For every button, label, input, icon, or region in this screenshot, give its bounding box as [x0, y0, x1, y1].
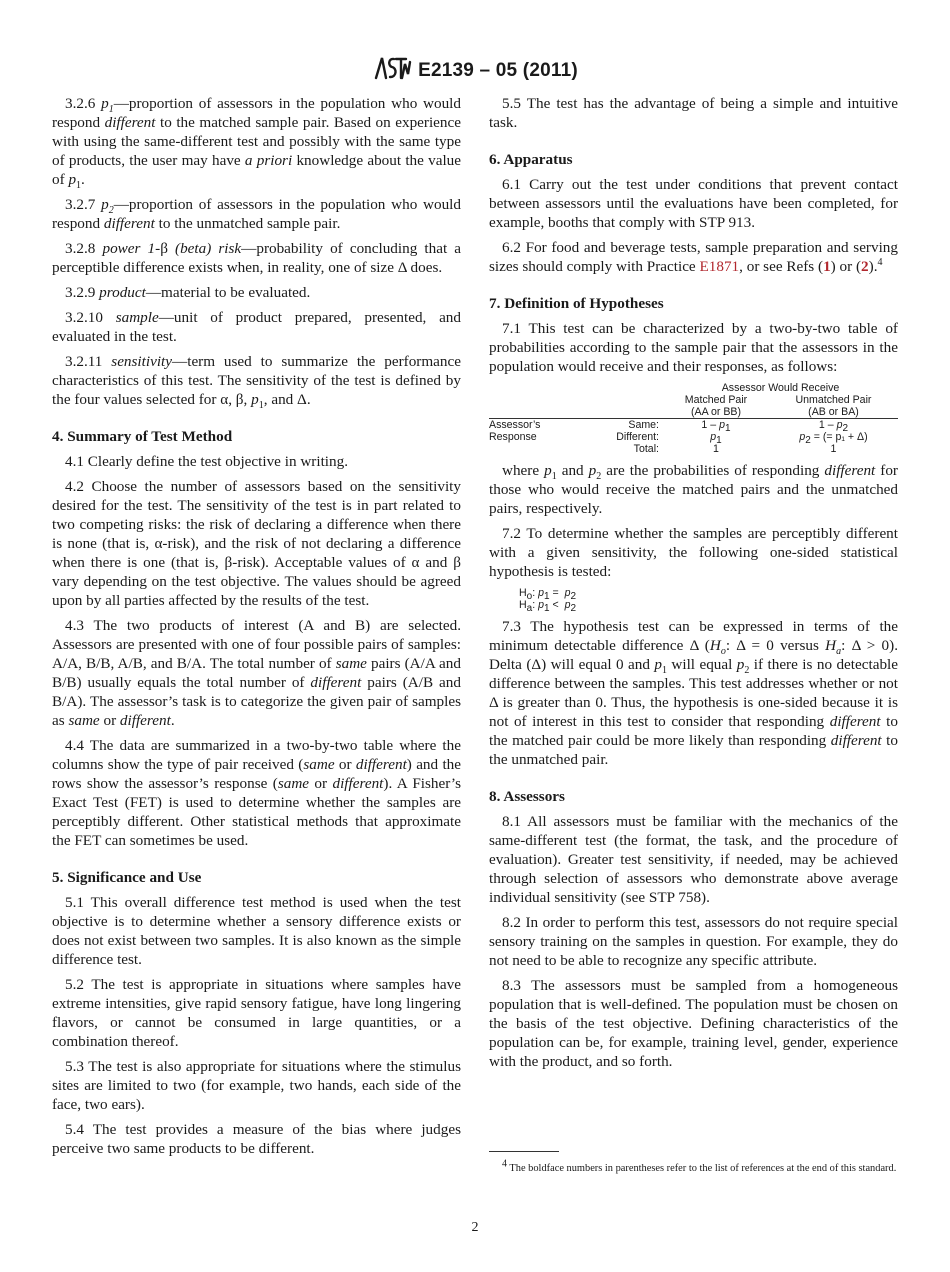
right-column-middle: [489, 461, 898, 581]
paragraph: [489, 238, 898, 276]
text-run: —probability of concluding that a perceptible difference exists when, in reality, one of size Δ does.: [52, 240, 462, 276]
paragraph: [489, 812, 898, 907]
text-run: , or see Refs (: [739, 258, 824, 275]
paragraph: [52, 893, 461, 969]
left-column-content: [52, 94, 461, 1158]
text-run: 2: [744, 665, 750, 677]
astm-logo: [372, 54, 412, 87]
text-run: p: [101, 95, 109, 112]
reference-link[interactable]: 1: [823, 258, 831, 275]
section-heading: [52, 868, 461, 887]
text-run: —material to be evaluated.: [145, 284, 311, 301]
text-run: or: [309, 775, 333, 792]
text-run: 8.2 In order to perform this test, assessors do not require special sensory training on the samples in question. For example, they do not need to be able to recognize any specific attribute.: [489, 914, 898, 969]
paragraph: [489, 175, 898, 232]
paragraph: [489, 913, 898, 970]
text-run: different: [103, 215, 155, 232]
text-run: 1: [661, 665, 667, 677]
text-run: knowledge about the value of: [52, 152, 462, 188]
paragraph: [52, 195, 461, 233]
cell: 1: [830, 443, 837, 455]
text-run: will equal: [666, 656, 737, 673]
text-run: a priori: [244, 152, 293, 169]
text-run: 4.2 Choose the number of assessors based on the sensitivity desired for the test. The sensitivity of the test is in part related to two competing risks: the risk of declaring a difference when there is none (that is, α-risk), and the risk of not declaring a difference when there is one (that is, β-risk). Acceptable values of α and β vary depending on the test objective. The values should be agreed upon by all parties affected by the results of the test.: [52, 478, 461, 609]
text-run: 4.4 The data are summarized in a two-by-two table where the columns show the type of pair received (: [52, 737, 461, 773]
text-run: to the matched sample pair. Based on experience with using the same-different test and possibly with the same type of products, the user may have: [52, 114, 461, 169]
paragraph: [52, 1057, 461, 1114]
row-group-label: Assessor’s: [489, 419, 541, 431]
text-run: p: [736, 656, 745, 673]
text-run: 7.1 This test can be characterized by a two-by-two table of probabilities according to the sample pair that the assessors in the population would receive and their responses, as follows:: [489, 320, 898, 375]
text-run: 5.2 The test is appropriate in situations where samples have extreme intensities, give rapid sensory fatigue, have long lingering flavors, or cannot be consumed in large quantities, or a combination thereof.: [52, 976, 461, 1050]
paragraph: [52, 452, 461, 471]
col-subheader-unmatched: (AB or BA): [769, 406, 898, 419]
footnote-text: The boldface numbers in parentheses refer to the list of references at the end of this standard.: [507, 1163, 897, 1174]
text-run: to the matched pair could be more likely than responding: [489, 713, 898, 749]
text-run: 6. Apparatus: [489, 151, 573, 168]
footnote: [489, 1151, 898, 1175]
text-run: β: [160, 240, 168, 257]
table-row: [489, 431, 898, 443]
right-column: [489, 94, 898, 1077]
text-run: 2: [596, 471, 602, 483]
text-run: H: [825, 637, 837, 654]
paragraph: [52, 308, 461, 346]
footnote-mark: 4: [502, 1158, 507, 1170]
text-run: : Δ > 0). Delta (Δ) will equal 0 and: [489, 637, 898, 673]
text-run: ).: [868, 258, 878, 275]
table-row: [489, 443, 898, 455]
section-heading: [52, 427, 461, 446]
text-run: are the probabilities of responding: [601, 462, 825, 479]
reference-link[interactable]: E1871: [699, 258, 740, 275]
text-run: 6.1 Carry out the test under conditions that prevent contact between assessors until the evaluations have been completed, for example, booths that comply with STP 913.: [489, 176, 898, 231]
text-run: p: [588, 462, 597, 479]
text-run: product: [99, 284, 146, 301]
text-run: sensitivity: [111, 353, 173, 370]
text-run: same: [335, 655, 367, 672]
text-run: : Δ = 0 versus: [725, 637, 826, 654]
text-run: a: [836, 646, 842, 658]
text-run: 4.1 Clearly define the test objective in writing.: [65, 453, 349, 470]
paragraph: [52, 477, 461, 610]
text-run: 5.5 The test has the advantage of being a simple and intuitive task.: [489, 95, 898, 131]
text-run: 3.2.10: [65, 309, 116, 326]
text-run: different: [829, 713, 881, 730]
text-run: 3.2.6: [65, 95, 102, 112]
right-column-top: [489, 94, 898, 376]
text-run: different: [332, 775, 384, 792]
paragraph: [52, 283, 461, 302]
text-run: (beta) risk: [167, 240, 242, 257]
text-run: —proportion of assessors in the population who would respond: [52, 196, 461, 232]
paragraph: [52, 239, 461, 277]
text-run: H: [709, 637, 721, 654]
row-group-label: Response: [489, 431, 537, 443]
footnote-divider: [489, 1151, 559, 1152]
text-run: o: [720, 646, 726, 658]
probability-table: [489, 382, 898, 455]
text-run: power 1-: [102, 240, 161, 257]
text-run: different: [310, 674, 362, 691]
text-run: to the unmatched pair.: [489, 732, 898, 768]
text-run: where: [502, 462, 545, 479]
text-run: —unit of product prepared, presented, and evaluated in the test.: [52, 309, 461, 345]
text-run: p: [654, 656, 662, 673]
text-run: pairs (A/A and B/B) usually equals the total number of: [52, 655, 461, 691]
row-label: Same:: [628, 419, 659, 431]
text-run: same: [303, 756, 335, 773]
paragraph: [489, 94, 898, 132]
text-run: 6.2 For food and beverage tests, sample preparation and serving sizes should comply with Practice: [489, 239, 898, 275]
text-run: p: [251, 391, 259, 408]
text-run: 1: [108, 104, 114, 116]
text-run: 1: [76, 180, 82, 192]
text-run: 4. Summary of Test Method: [52, 428, 233, 445]
col-subheader-matched: (AA or BB): [663, 406, 769, 419]
paragraph: [52, 94, 462, 192]
text-run: p: [544, 462, 552, 479]
standard-designation: E2139 – 05 (2011): [418, 59, 578, 81]
cell: $1 - p_2$: [818, 419, 849, 435]
text-run: 4.3 The two products of interest (A and B) are selected. Assessors are presented with one of four possible pairs of samples: A/A, B/B, A/B, and B/A. The total number of: [52, 617, 461, 672]
text-run: same: [68, 712, 100, 729]
paragraph: [489, 617, 898, 769]
text-run: 5. Significance and Use: [52, 869, 202, 886]
paragraph: [52, 736, 461, 850]
cell: 1: [713, 443, 719, 455]
text-run: 8.1 All assessors must be familiar with the mechanics of the same-different test (the format, the task, and the procedure of evaluation). Greater test sensitivity, if needed, may be achieved through selection of assessors who demonstrate above average individual sensitivity (see STP 758).: [489, 813, 898, 906]
text-run: and: [556, 462, 589, 479]
text-run: if there is no detectable difference between the samples. This test addresses whether or not Δ is greater than 0. Thus, the hypothesis is one-sided because it is not of interest in this test to consider that responding: [489, 656, 899, 730]
text-run: different: [355, 756, 407, 773]
paragraph: [489, 461, 898, 518]
text-run: —proportion of assessors in the population who would respond: [52, 95, 461, 131]
cell: $p_2$ = (= p₁ + Δ): [799, 431, 868, 447]
col-header-matched: Matched Pair: [684, 394, 748, 406]
row-label: Different:: [616, 431, 659, 443]
null-hypothesis: $H_o$: $p_1 = p_2$: [519, 587, 577, 603]
text-run: 5.3 The test is also appropriate for situations where the stimulus sites are limited to two (for example, two hands, each side of the face, two ears).: [52, 1058, 461, 1113]
paragraph: [52, 975, 461, 1051]
hypotheses: [519, 587, 898, 615]
text-run: different: [830, 732, 882, 749]
paragraph: [52, 1120, 461, 1158]
text-run: , and Δ.: [263, 391, 311, 408]
footnote-reference[interactable]: 4: [877, 256, 883, 268]
text-run: or: [99, 712, 120, 729]
paragraph: [489, 524, 898, 581]
text-run: different: [119, 712, 171, 729]
text-run: 5.4 The test provides a measure of the bias where judges perceive two same products to be different.: [52, 1121, 461, 1157]
page-header: [0, 54, 950, 87]
table-group-header: Assessor Would Receive: [721, 382, 840, 394]
paragraph: [489, 976, 898, 1071]
text-run: 8.3 The assessors must be sampled from a homogeneous population that is well-defined. The population must be chosen on the basis of the test objective. Defining characteristics of the population can be, for example, training level, gender, experience with the product, and so forth.: [489, 977, 898, 1070]
section-heading: [489, 294, 898, 313]
text-run: 3.2.9: [65, 284, 100, 301]
paragraph: [489, 319, 898, 376]
text-run: 5.1 This overall difference test method is used when the test objective is to determine whether a sensory difference exists or does not exist between two samples. It is also known as the simple difference test.: [52, 894, 461, 968]
text-run: 3.2.7: [65, 196, 102, 213]
text-run: to the unmatched sample pair.: [154, 215, 341, 232]
text-run: sample: [115, 309, 159, 326]
text-run: different: [104, 114, 156, 131]
text-run: 8. Assessors: [489, 788, 565, 805]
table-row: [489, 419, 898, 432]
text-run: 7.3 The hypothesis test can be expressed in terms of the minimum detectable difference Δ (: [489, 618, 898, 654]
text-run: p: [101, 196, 109, 213]
text-run: different: [824, 462, 876, 479]
text-run: p: [68, 171, 77, 188]
alternative-hypothesis: $H_a$: $p_1 < p_2$: [519, 599, 577, 615]
page-number: 2: [471, 1220, 479, 1235]
cell: $1 - p_1$: [701, 419, 731, 435]
right-column-bottom: [489, 617, 898, 1071]
reference-link[interactable]: 2: [861, 258, 869, 275]
text-run: for those who would receive the matched pairs and the unmatched pairs, respectively.: [489, 462, 898, 517]
paragraph: [52, 352, 461, 412]
text-run: .: [81, 171, 85, 188]
left-column: [52, 94, 461, 1164]
col-header-unmatched: Unmatched Pair: [795, 394, 872, 406]
text-run: .: [170, 712, 175, 729]
text-run: 3.2.8: [65, 240, 103, 257]
text-run: ) or (: [830, 258, 862, 275]
text-run: same: [277, 775, 310, 792]
text-run: 7. Definition of Hypotheses: [489, 295, 664, 312]
text-run: ) and the rows show the assessor’s response (: [52, 756, 462, 792]
text-run: —term used to summarize the performance characteristics of this test. The sensitivity of the test is defined by the four values selected for α, β,: [52, 353, 461, 408]
text-run: pairs (A/B and B/A). The assessor’s task is to categorize the given pair of samples as: [52, 674, 461, 729]
cell: $p_1$: [710, 431, 722, 447]
text-run: 2: [108, 205, 114, 217]
section-heading: [489, 787, 898, 806]
section-heading: [489, 150, 898, 169]
text-run: 7.2 To determine whether the samples are perceptibly different with a given sensitivity, the following one-sided statistical hypothesis is tested:: [489, 525, 898, 580]
text-run: 1: [551, 471, 557, 483]
text-run: 3.2.11: [65, 353, 112, 370]
row-label: Total:: [633, 443, 659, 455]
paragraph: [52, 616, 461, 730]
text-run: ). A Fisher’s Exact Test (FET) is used to determine whether the samples are perceptibly different. Other statistical methods that approximate the FET can sometimes be used.: [52, 775, 461, 849]
text-run: or: [334, 756, 356, 773]
text-run: 1: [258, 400, 264, 412]
